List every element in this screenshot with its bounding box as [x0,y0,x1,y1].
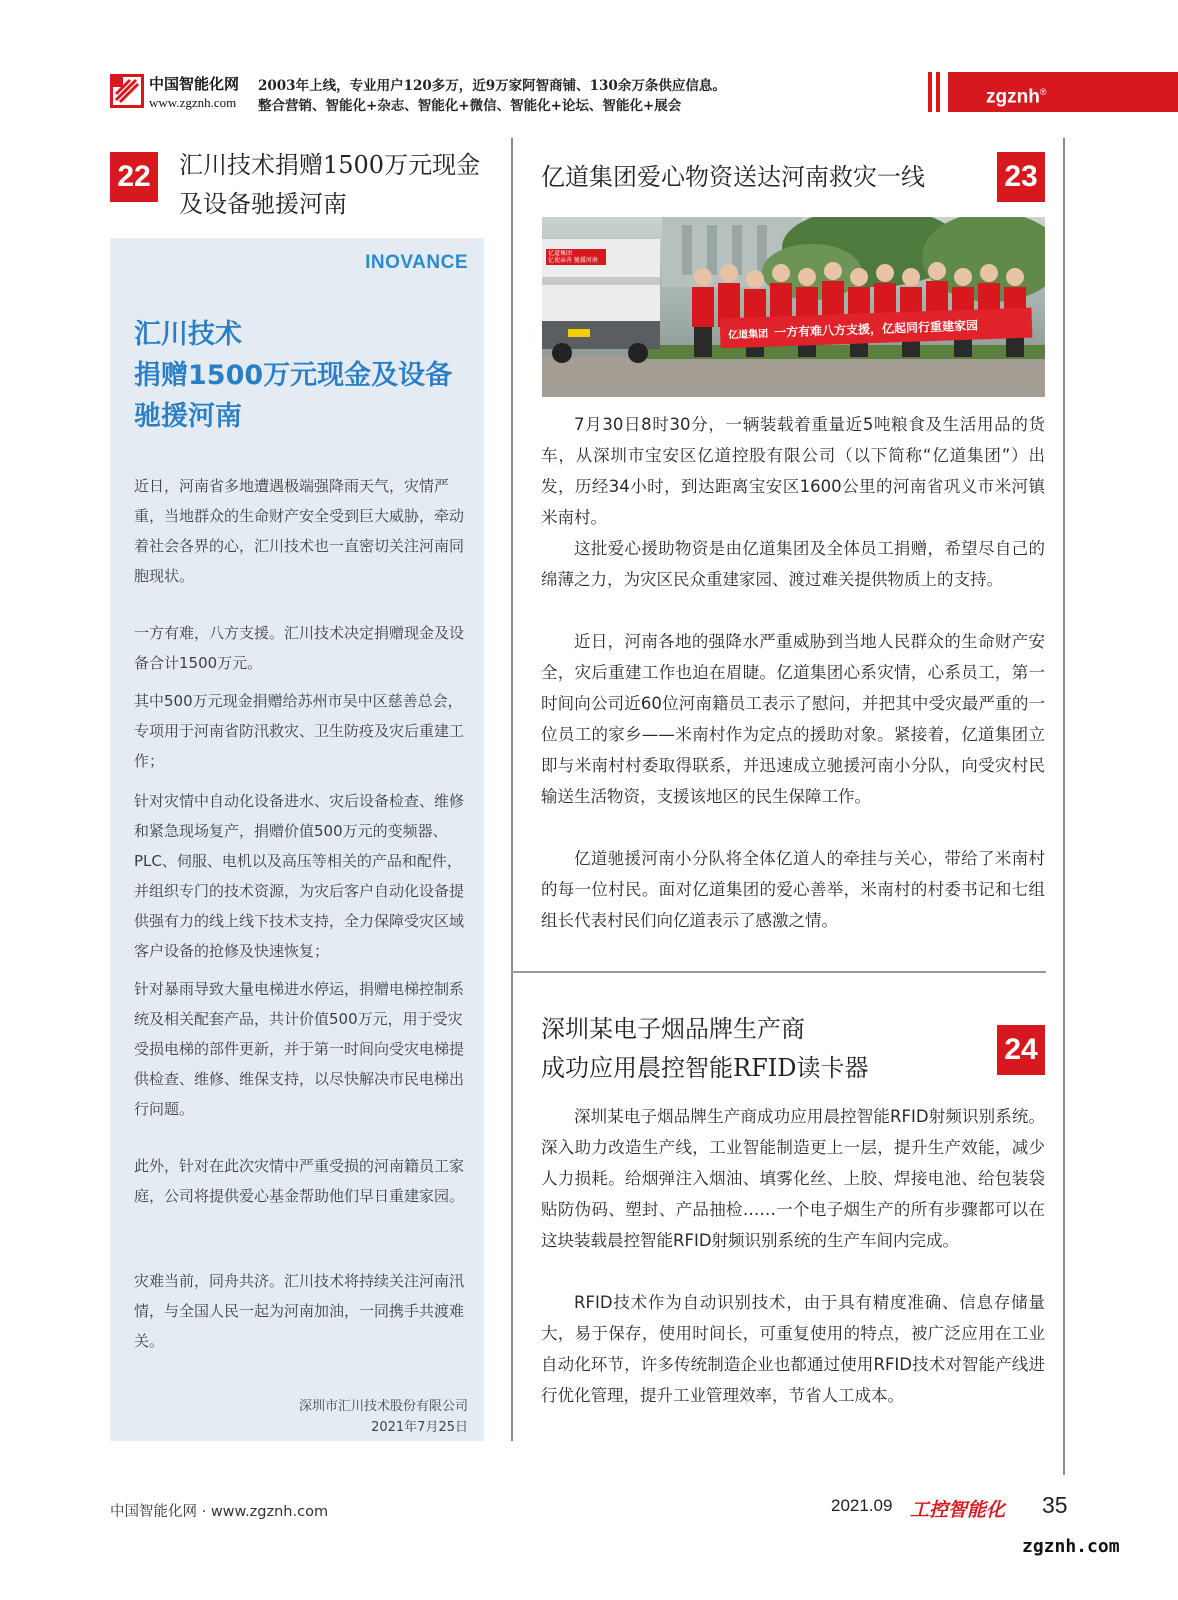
card-paragraph: 一方有难，八方支援。汇川技术决定捐赠现金及设备合计1500万元。 [134,624,465,672]
article-23-paragraph: 亿道驰援河南小分队将全体亿道人的牵挂与关心，带给了米南村的每一位村民。面对亿道集团的爱心善举，米南村的村委书记和七组组长代表村民们向亿道表示了感激之情。 [541,849,1045,930]
card-paragraph: 其中500万元现金捐赠给苏州市吴中区慈善总会，专项用于河南省防汛救灾、卫生防疫及灾后重建工作； [134,692,465,770]
zgznh-logo-icon [110,74,144,108]
article-number-22: 22 [110,152,158,202]
header-stripes [928,72,948,112]
header-tagline-1: 2003年上线，专业用户120多万，近9万家阿智商铺、130余万条供应信息。 [258,78,726,94]
headline-line-1: 汇川技术捐赠1500万元现金 [179,151,481,179]
inovance-statement-card [110,238,484,1441]
article-24-paragraph: 深圳某电子烟品牌生产商成功应用晨控智能RFID射频识别系统。深入助力改造生产线，工业智能制造更上一层，提升生产效能，减少人力损耗。给烟弹注入烟油、填雾化丝、上胶、焊接电池、给包装袋贴防伪码、塑封、产品抽检……一个电子烟生产的所有步骤都可以在这块装载晨控智能RFID射频识别系统的生产车间内完成。 [541,1107,1045,1250]
footer-issue: 2021.09 [831,1496,893,1515]
truck-sign [548,250,606,264]
card-title-line-2: 捐赠1500万元现金及设备 [134,360,453,391]
header-brand [948,72,1178,112]
signature-date: 2021年7月25日 [371,1420,468,1435]
article-24-paragraph: RFID技术作为自动识别技术，由于具有精度准确、信息存储量大，易于保存，使用时间长，可重复使用的特点，被广泛应用在工业自动化环节，许多传统制造企业也都通过使用RFID技术对智能产线进行优化管理，提升工业管理效率，节省人工成本。 [541,1293,1045,1405]
article-23-paragraph: 近日，河南各地的强降水严重威胁到当地人民群众的生命财产安全，灾后重建工作也迫在眉睫。亿道集团心系灾情，心系员工，第一时间向公司近60位河南籍员工表示了慰问，并把其中受灾最严重的一位员工的家乡——米南村作为定点的援助对象。紧接着，亿道集团立即与米南村村委取得联系，并迅速成立驰援河南小分队，向受灾村民输送生活物资，支援该地区的民生保障工作。 [541,632,1045,806]
headline-line-1: 深圳某电子烟品牌生产商 [541,1015,805,1043]
headline-line-2: 及设备驰援河南 [179,190,347,218]
registered-mark: ® [1039,87,1047,97]
site-name: 中国智能化网 [149,75,240,93]
card-title [134,314,474,437]
group-photo-illustration [542,217,1045,397]
inovance-logo: INOVANCE [365,252,468,273]
truck-sign-line-1: 亿道集团 [548,250,573,257]
article-number-24: 24 [997,1025,1045,1075]
card-paragraph: 针对灾情中自动化设备进水、灾后设备检查、维修和紧急现场复产，捐赠价值500万元的变频器、PLC、伺服、电机以及高压等相关的产品和配件，并组织专门的技术资源，为灾后客户自动化设备提供强有力的线上线下技术支持，全力保障受灾区域客户设备的抢修及快速恢复； [134,792,465,960]
banner-slogan: 一方有难八方支援，亿起同行重建家园 [773,318,979,340]
card-title-line-1: 汇川技术 [134,319,242,350]
article-23-headline: 亿道集团爱心物资送达河南救灾一线 [541,163,925,191]
card-paragraph: 近日，河南省多地遭遇极端强降雨天气，灾情严重，当地群众的生命财产安全受到巨大威胁，牵动着社会各界的心，汇川技术也一直密切关注河南同胞现状。 [134,477,465,585]
section-divider [511,971,1046,973]
column-divider-top [511,138,513,971]
headline-line-2: 成功应用晨控智能RFID读卡器 [541,1054,869,1082]
card-paragraph: 针对暴雨导致大量电梯进水停运，捐赠电梯控制系统及相关配套产品，共计价值500万元，用于受灾受损电梯的部件更新，并于第一时间向受灾电梯提供检查、维修、维保支持，以尽快解决市民电梯出行问题。 [134,980,465,1118]
watermark: zgznh.com [1022,1536,1120,1557]
team-group-photo [542,217,1045,397]
card-paragraph: 此外，针对在此次灾情中严重受损的河南籍员工家庭，公司将提供爱心基金帮助他们早日重建家园。 [134,1157,465,1205]
article-23-paragraph: 7月30日8时30分，一辆装载着重量近5吨粮食及生活用品的货车，从深圳市宝安区亿道控股有限公司（以下简称“亿道集团”）出发，历经34小时，到达距离宝安区1600公里的河南省巩义市米河镇米南村。 [541,415,1045,527]
footer-magazine-logo: 工控智能化 [910,1499,1006,1521]
card-signature [299,1396,468,1438]
signature-company: 深圳市汇川技术股份有限公司 [298,1399,468,1414]
header-brand-text: zgznh [986,86,1040,108]
column-divider-bottom [511,973,513,1441]
card-title-line-3: 驰援河南 [134,401,242,432]
card-paragraph: 灾难当前，同舟共济。汇川技术将持续关注河南汛情，与全国人民一起为河南加油，一同携手共渡难关。 [134,1272,465,1350]
footer-site: 中国智能化网 · www.zgznh.com [110,1504,329,1520]
article-23-paragraph: 这批爱心援助物资是由亿道集团及全体员工捐赠，希望尽自己的绵薄之力，为灾区民众重建家园、渡过难关提供物质上的支持。 [541,539,1045,589]
article-22-headline [179,146,480,224]
article-24-headline [541,1010,868,1088]
banner-logo: 亿道集团 [727,328,769,342]
truck-sign-line-2: 亿使亲善 驰援河南 [548,257,598,264]
header-tagline-2: 整合营销、智能化+杂志、智能化+微信、智能化+论坛、智能化+展会 [258,98,682,114]
right-edge-rule [1063,138,1065,1475]
site-url: www.zgznh.com [149,95,237,110]
article-number-23: 23 [997,152,1045,202]
page-number: 35 [1042,1492,1068,1518]
